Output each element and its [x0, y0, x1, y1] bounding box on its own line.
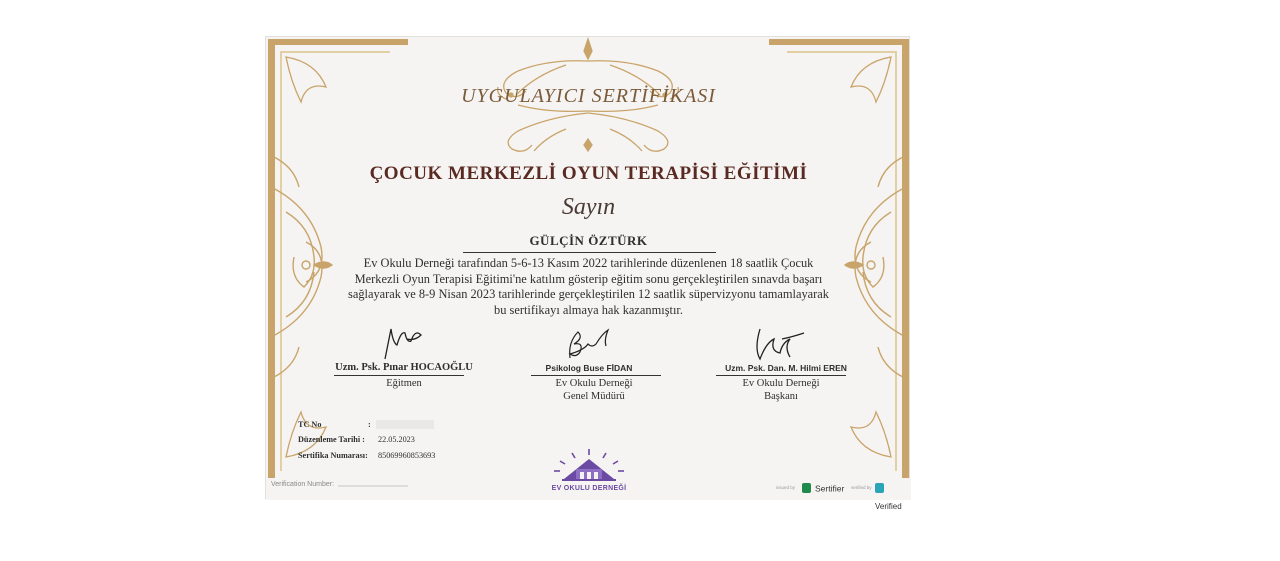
signature-mark — [752, 325, 808, 363]
recipient-underline — [463, 252, 716, 253]
verifier-brand: Verified — [875, 501, 902, 511]
signatory-role-line: Genel Müdürü — [563, 391, 625, 402]
issuer-brand: Sertifier — [815, 483, 845, 494]
signatory-role — [324, 377, 484, 390]
tc-separator: : — [368, 420, 371, 429]
certificate-number-label: Sertifika Numarası: — [298, 451, 368, 460]
signatory-role-line: Eğitmen — [386, 378, 422, 389]
signatory-role-line: Başkanı — [764, 391, 798, 402]
logo-text: EV OKULU DERNEĞİ — [551, 485, 627, 492]
verified-by-label: verified by — [851, 485, 872, 490]
signature-line — [716, 375, 846, 376]
verification-label: Verification Number: — [271, 481, 335, 488]
verification-number-placeholder — [338, 485, 408, 487]
signatory-name: Uzm. Psk. Pınar HOCAOĞLU — [335, 362, 473, 373]
tc-value-redacted — [376, 420, 434, 429]
body-line: sağlayarak ve 8-9 Nisan 2023 tarihlerinde gerçekleştirilen 12 saatlik süpervizyonu tamamlayarak — [348, 287, 829, 302]
salutation: Sayın — [561, 194, 616, 220]
issue-date-label: Düzenleme Tarihi : — [298, 435, 365, 444]
certificate-type-title: UYGULAYICI SERTİFİKASI — [461, 85, 716, 107]
verified-check-icon — [875, 483, 884, 493]
signatory-role — [701, 377, 861, 403]
signatory-role — [514, 377, 674, 403]
signature-mark — [381, 323, 429, 363]
certificate-number-value: 85069960853693 — [378, 451, 436, 460]
issue-date-value: 22.05.2023 — [378, 435, 415, 444]
signature-line — [334, 375, 464, 376]
certificate-body — [338, 256, 839, 319]
signatory-role-line: Ev Okulu Derneği — [742, 378, 820, 389]
body-line: Merkezli Oyun Terapisi Eğitimi'ne katılım gösterip eğitim sonu gerçekleştirilen sınavda başarı — [354, 271, 823, 286]
certificate — [265, 36, 910, 511]
sertifier-logo-icon — [802, 483, 811, 493]
issued-by-label: issued by — [776, 485, 796, 490]
body-line: Ev Okulu Derneği tarafından 5-6-13 Kasım 2022 tarihlerinde düzenlenen 18 saatlik Çocuk — [363, 256, 814, 270]
signatory-role-line: Ev Okulu Derneği — [555, 378, 633, 389]
signatory-name: Psikolog Buse FİDAN — [545, 363, 633, 373]
recipient-name: GÜLÇİN ÖZTÜRK — [529, 233, 648, 248]
signature-mark — [564, 326, 616, 362]
issuer — [802, 479, 844, 497]
tc-label: TC No — [298, 420, 322, 429]
signature-line — [531, 375, 661, 376]
house-logo-icon — [550, 447, 628, 485]
course-title: ÇOCUK MERKEZLİ OYUN TERAPİSİ EĞİTİMİ — [369, 163, 808, 184]
verifier — [875, 479, 909, 515]
signatory-name: Uzm. Psk. Dan. M. Hilmi EREN — [725, 363, 847, 373]
body-line: bu sertifikayı almaya hak kazanmıştır. — [494, 303, 683, 318]
